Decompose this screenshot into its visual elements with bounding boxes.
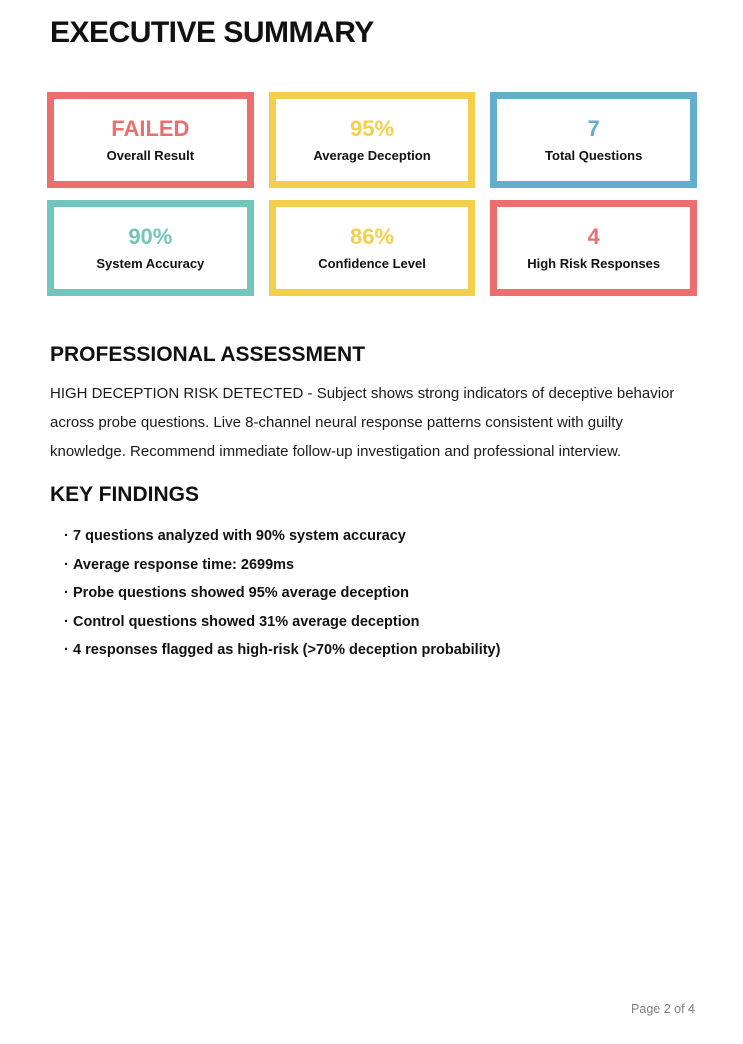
metric-value: 86% [349,224,395,249]
key-finding-item: · Probe questions showed 95% average deception [50,579,697,608]
page-number: Page 2 of 4 [631,1002,695,1016]
metric-cards-row-1 [47,92,697,188]
key-finding-item: · 4 responses flagged as high-risk (>70% deception probability) [50,636,697,665]
key-findings-heading: KEY FINDINGS [50,483,199,506]
key-findings-list [47,522,697,665]
professional-assessment-body: HIGH DECEPTION RISK DETECTED - Subject shows strong indicators of deceptive behavior across probe questions. Live 8-channel neural response patterns consistent with guilty knowledge. Recommend immediate follow-up investigation and professional interview. [50,385,675,460]
key-finding-item: · 7 questions analyzed with 90% system accuracy [50,522,697,551]
metric-label: Overall Result [106,148,195,163]
metric-card [490,92,697,188]
key-finding-item: · Control questions showed 31% average deception [50,608,697,637]
metric-card [269,200,476,296]
metric-label: Confidence Level [318,256,426,271]
metric-card [490,200,697,296]
metric-card [47,200,254,296]
metric-label: System Accuracy [96,256,205,271]
metric-label: Average Deception [313,148,431,163]
key-finding-item: · Average response time: 2699ms [50,551,697,580]
metric-value: 90% [128,224,173,249]
page-title: EXECUTIVE SUMMARY [50,16,374,49]
metric-card [47,92,254,188]
metric-card [269,92,476,188]
metric-value: 95% [349,116,395,141]
metric-cards-row-2 [47,200,697,296]
metric-label: High Risk Responses [527,256,661,271]
metric-value: 7 [587,116,600,141]
metric-cards [47,92,697,296]
metric-value: 4 [587,224,600,249]
professional-assessment-heading: PROFESSIONAL ASSESSMENT [50,343,366,366]
metric-label: Total Questions [545,148,643,163]
metric-value: FAILED [111,116,190,141]
